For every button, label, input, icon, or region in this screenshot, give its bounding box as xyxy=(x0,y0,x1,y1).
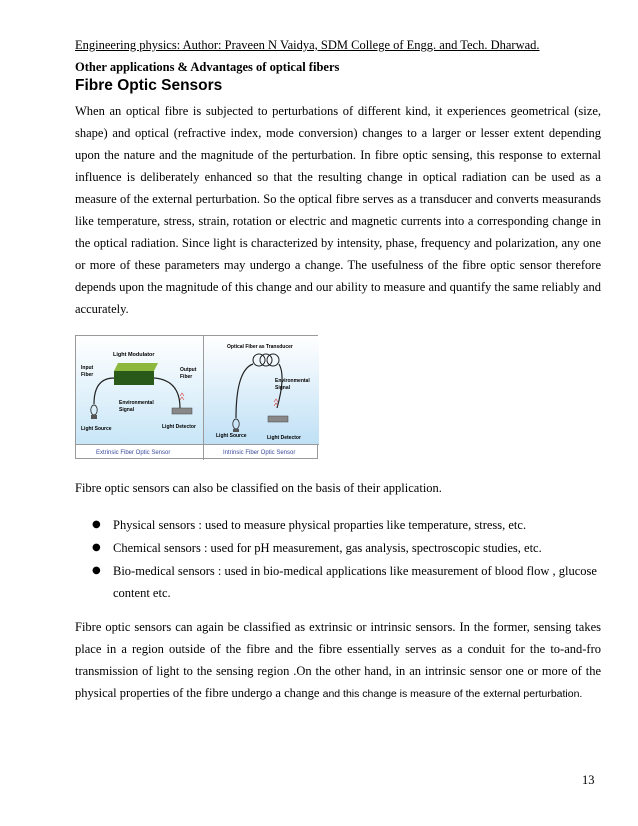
section-title: Fibre Optic Sensors xyxy=(75,77,223,94)
paragraph3-main: Fibre optic sensors can again be classified as extrinsic or intrinsic sensors. In the former, sensing takes place in a region outside of the fibre and the fibre essentially serves as a conduit for the to-and-fro transmission of light to the sensing region .On the other hand, in an intrinsic sensor one or more of the physical properties of the fibre undergo a change xyxy=(75,620,601,700)
modulator-top xyxy=(114,363,158,371)
list-item xyxy=(92,560,602,604)
output-fiber-label-1: Output xyxy=(180,367,197,373)
intro-paragraph: When an optical fibre is subjected to perturbations of different kind, it experiences geometrical (size, shape) and optical (refractive index, mode conversion) changes to a larger or lesser extent depending upon the nature and the magnitude of the perturbation. In fibre optic sensing, this response to external influence is deliberately enhanced so that the resulting change in optical radiation can be used as a measure of the external perturbation. So the optical fibre serves as a transducer and converts measurands like temperature, stress, strain, rotation or electric and magnetic currents into a corresponding change in the optical radiation. Since light is characterized by intensity, phase, frequency and polarization, any one or more of these parameters may undergo a change. The usefulness of the fibre optic sensor therefore depends upon the magnitude of this change and our ability to measure and quantify the same reliably and accurately. xyxy=(75,104,601,316)
transducer-label: Optical Fiber as Transducer xyxy=(227,344,293,350)
extrinsic-intrinsic-paragraph xyxy=(75,616,601,705)
env-signal-label-2: Signal xyxy=(119,407,135,413)
intrinsic-env-label-1: Environmental xyxy=(275,378,310,384)
bullet-icon: ● xyxy=(92,542,101,553)
intrinsic-env-label-2: Signal xyxy=(275,385,291,391)
input-fiber-label-2: Fiber xyxy=(81,372,94,378)
light-modulator-block xyxy=(114,371,154,385)
output-fiber-label-2: Fiber xyxy=(180,374,193,380)
intrinsic-light-detector-label: Light Detector xyxy=(267,435,301,441)
paragraph3-tail: and this change is measure of the external perturbation. xyxy=(322,688,583,700)
extrinsic-light-source-label: Light Source xyxy=(81,426,112,432)
page-header: Engineering physics: Author: Praveen N Vaidya, SDM College of Engg. and Tech. Dharwad. xyxy=(75,38,540,52)
list-item xyxy=(92,514,602,536)
classification-paragraph: Fibre optic sensors can also be classified on the basis of their application. xyxy=(75,481,442,495)
light-detector-box xyxy=(172,408,192,414)
list-item-text: Chemical sensors : used for pH measurement, gas analysis, spectroscopic studies, etc. xyxy=(113,541,542,555)
env-signal-label-1: Environmental xyxy=(119,400,154,406)
bullet-icon: ● xyxy=(92,565,101,576)
sensor-types-list xyxy=(92,514,602,604)
intrinsic-light-detector-box xyxy=(268,416,288,422)
intrinsic-light-source-base xyxy=(233,429,239,432)
list-item-text: Physical sensors : used to measure physical proparties like temperature, stress, etc. xyxy=(113,518,527,532)
intrinsic-light-source-label: Light Source xyxy=(216,433,247,439)
extrinsic-light-detector-label: Light Detector xyxy=(162,424,196,430)
section-subheading: Other applications & Advantages of optical fibers xyxy=(75,60,340,74)
page-number: 13 xyxy=(582,773,595,787)
list-item-text: Bio-medical sensors : used in bio-medical applications like measurement of blood flow , glucose content etc. xyxy=(113,564,597,600)
sensor-diagram xyxy=(75,335,318,459)
input-fiber-label-1: Input xyxy=(81,365,94,371)
light-modulator-label: Light Modulator xyxy=(113,352,155,358)
light-source-base xyxy=(91,415,97,419)
intrinsic-caption: Intrinsic Fiber Optic Sensor xyxy=(223,450,296,456)
sensor-diagram-svg xyxy=(76,336,319,460)
intrinsic-panel xyxy=(204,336,319,444)
extrinsic-caption: Extrinsic Fiber Optic Sensor xyxy=(96,450,171,456)
bullet-icon: ● xyxy=(92,519,101,530)
list-item xyxy=(92,537,602,559)
